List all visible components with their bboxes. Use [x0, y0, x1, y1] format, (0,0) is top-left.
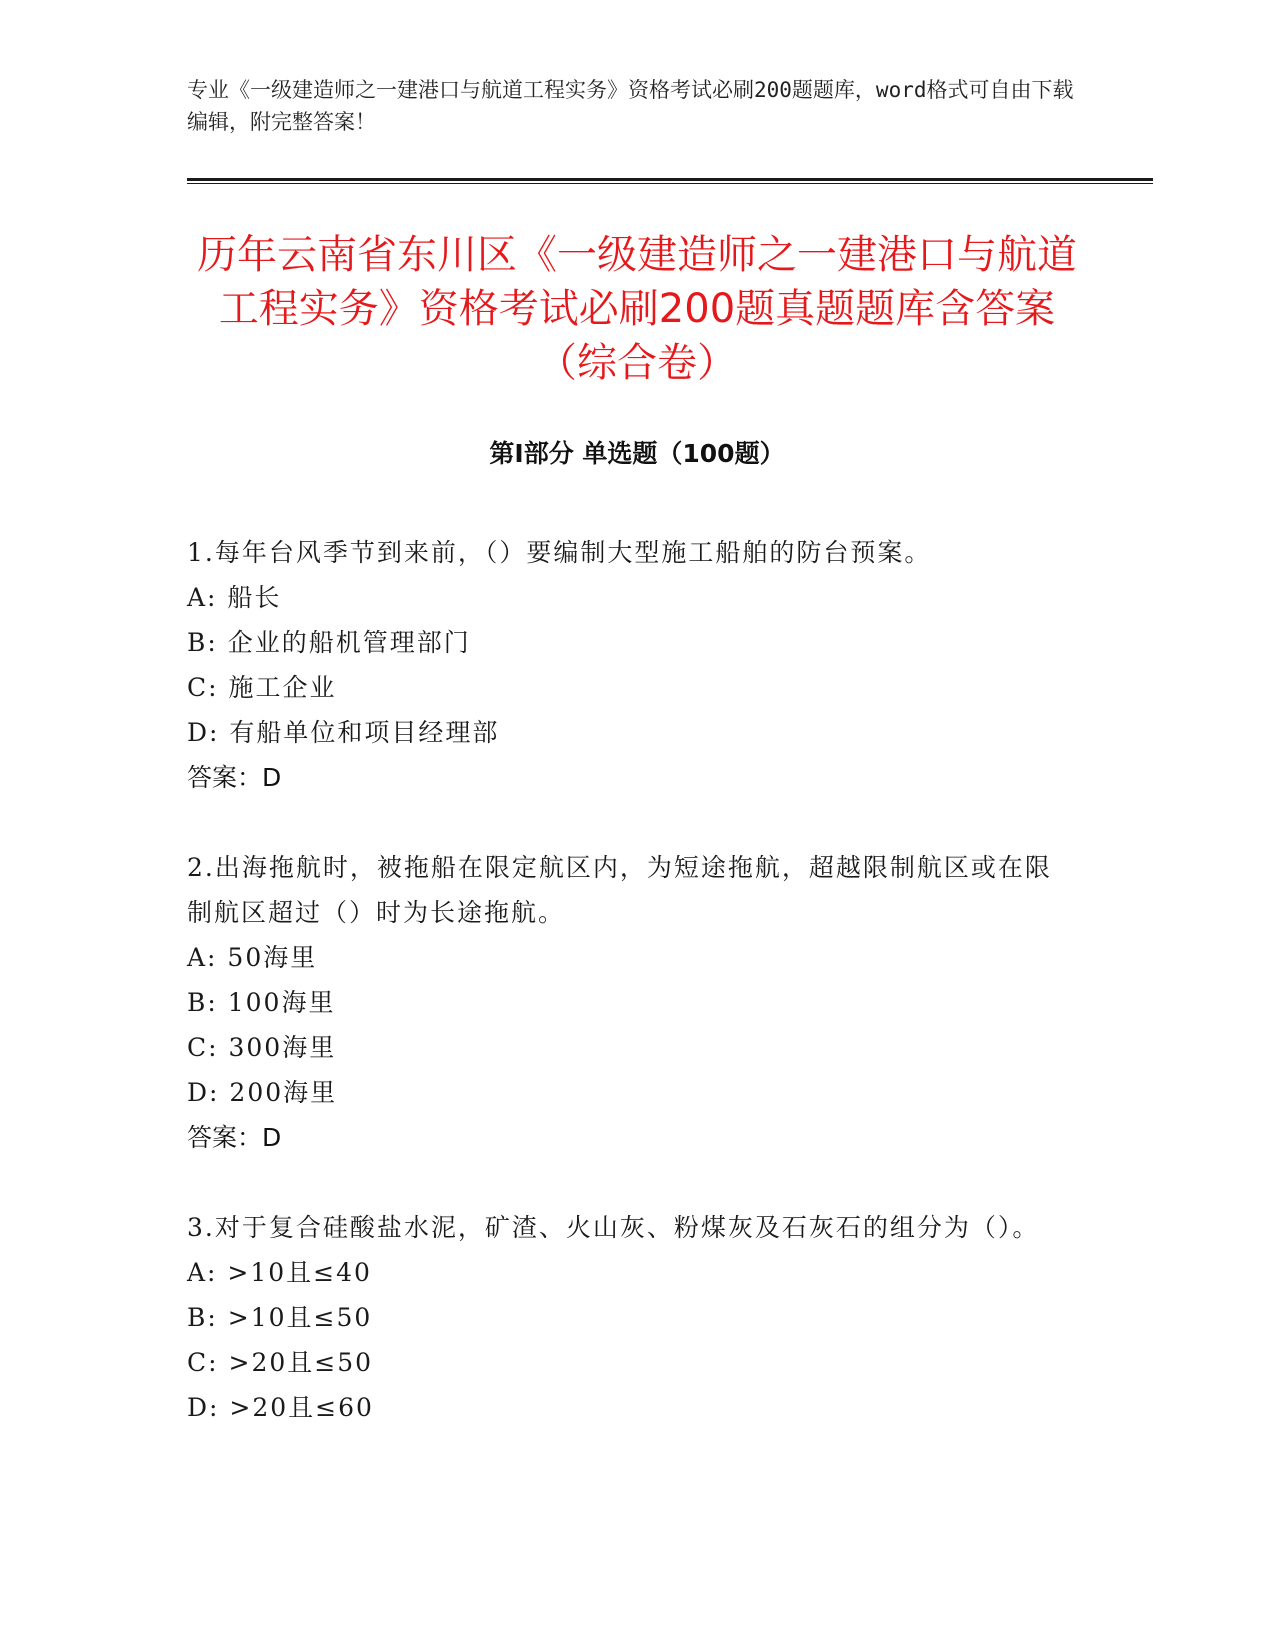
question-2	[187, 845, 1067, 1160]
question-stem: 3.对于复合硅酸盐水泥，矿渣、火山灰、粉煤灰及石灰石的组分为（）。	[187, 1213, 1040, 1242]
question-1	[187, 530, 1067, 800]
option-c: C: 施工企业	[187, 673, 337, 702]
option-a: A: 船长	[187, 583, 282, 612]
section-title: 第I部分 单选题（100题）	[489, 439, 785, 468]
header-divider-thick	[187, 178, 1153, 181]
question-spacer	[187, 1160, 1067, 1205]
option-d: D: 有船单位和项目经理部	[187, 718, 500, 747]
option-b: B: 100海里	[187, 988, 336, 1017]
question-stem: 1.每年台风季节到来前，（）要编制大型施工船舶的防台预案。	[187, 538, 932, 567]
question-answer: 答案：D	[187, 1123, 282, 1152]
question-3	[187, 1205, 1067, 1430]
option-c: C: >20且≤50	[187, 1348, 374, 1377]
option-b: B: 企业的船机管理部门	[187, 628, 471, 657]
question-spacer	[187, 800, 1067, 845]
option-d: D: 200海里	[187, 1078, 338, 1107]
header-divider-thin	[187, 183, 1153, 184]
option-d: D: >20且≤60	[187, 1393, 374, 1422]
option-b: B: >10且≤50	[187, 1303, 373, 1332]
question-stem: 2.出海拖航时，被拖船在限定航区内，为短途拖航，超越限制航区或在限制航区超过（）时为长途拖航。	[187, 853, 1052, 927]
option-c: C: 300海里	[187, 1033, 337, 1062]
header-note: 专业《一级建造师之一建港口与航道工程实务》资格考试必刷200题题库，word格式可自由下载编辑，附完整答案！	[187, 78, 1074, 134]
document-title: 历年云南省东川区《一级建造师之一建港口与航道工程实务》资格考试必刷200题真题题库含答案（综合卷）	[197, 232, 1077, 386]
question-list	[187, 530, 1067, 1430]
option-a: A: 50海里	[187, 943, 318, 972]
option-a: A: >10且≤40	[187, 1258, 372, 1287]
question-answer: 答案：D	[187, 763, 282, 792]
